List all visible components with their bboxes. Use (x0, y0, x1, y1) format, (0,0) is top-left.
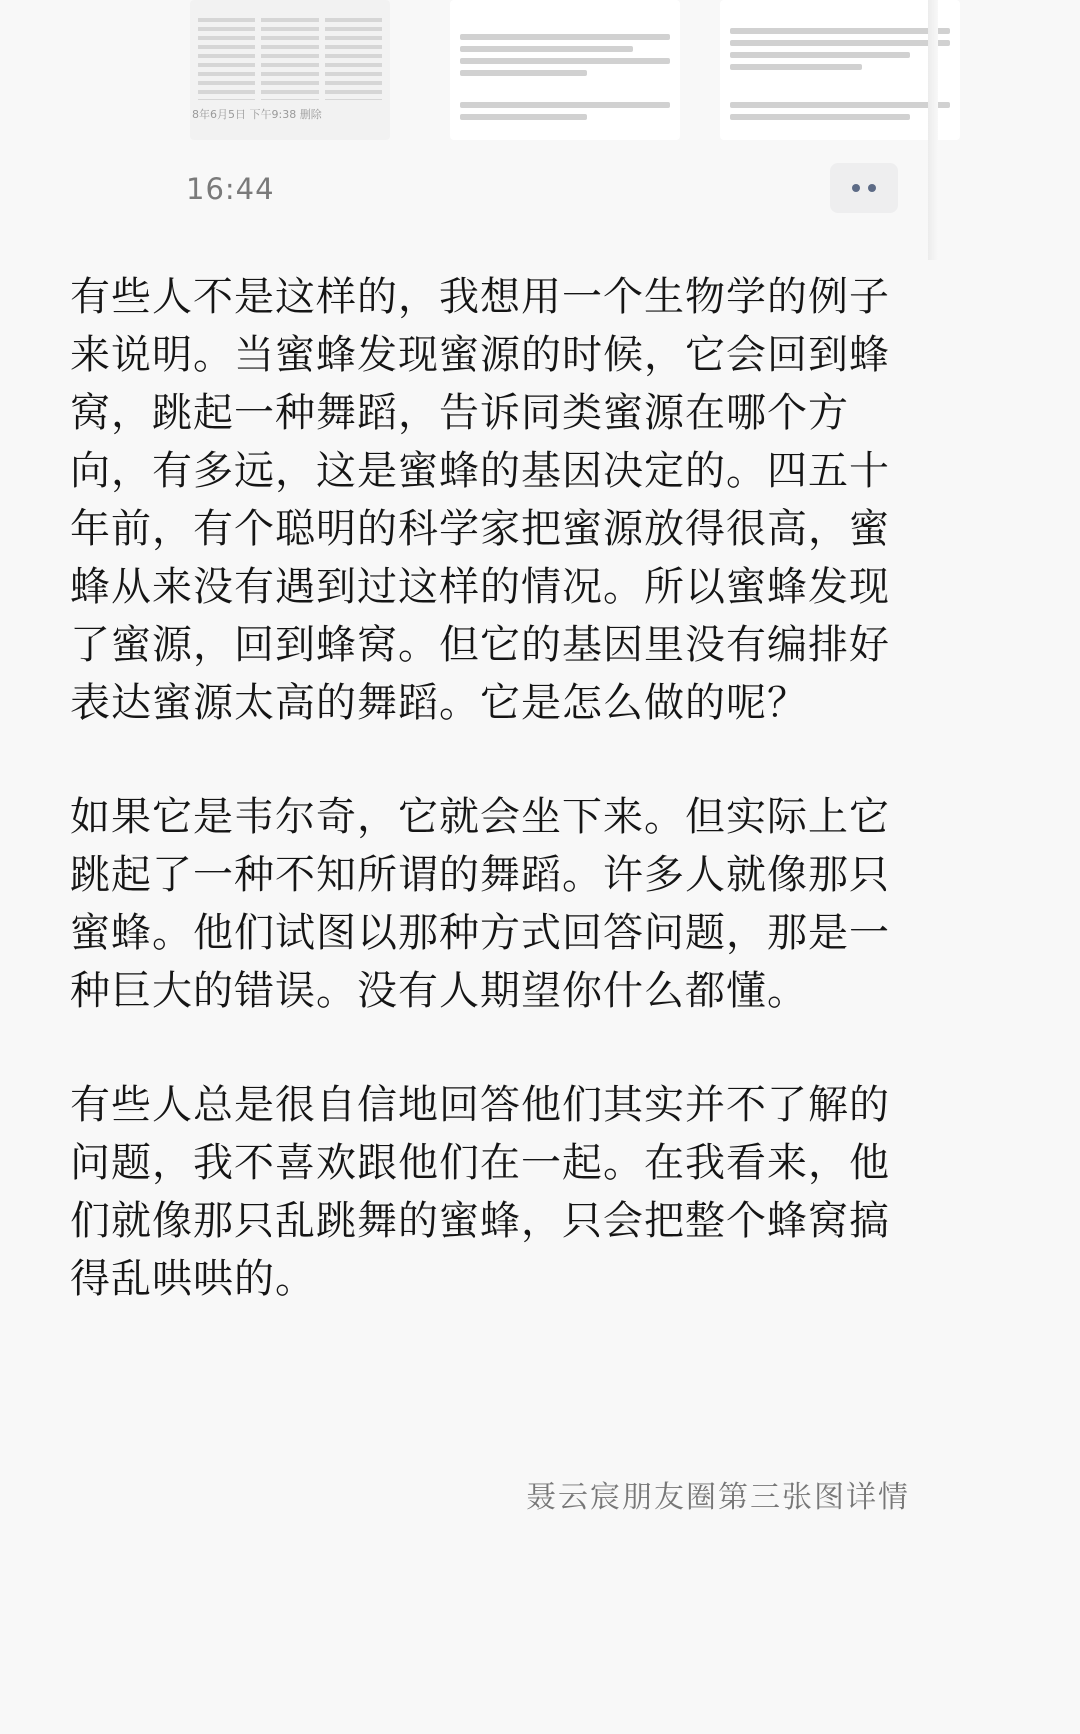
post-time: 16:44 (186, 172, 275, 206)
text-line: 问题，我不喜欢跟他们在一起。在我看来，他 (70, 1140, 890, 1186)
footer-caption: 聂云宸朋友圈第三张图详情 (526, 1480, 910, 1515)
text-line: 蜜蜂。他们试图以那种方式回答问题，那是一 (70, 910, 890, 956)
text-line: 得乱哄哄的。 (70, 1256, 316, 1302)
text-line: 蜂从来没有遇到过这样的情况。所以蜜蜂发现 (70, 564, 890, 610)
text-line: 来说明。当蜜蜂发现蜜源的时候，它会回到蜂 (70, 332, 890, 378)
more-button[interactable] (830, 163, 898, 213)
text-line: 窝，跳起一种舞蹈，告诉同类蜜源在哪个方 (70, 390, 849, 436)
text-line: 向，有多远，这是蜜蜂的基因决定的。四五十 (70, 448, 890, 494)
text-line: 们就像那只乱跳舞的蜜蜂，只会把整个蜂窝搞 (70, 1198, 890, 1244)
thumbnail-grid (198, 18, 382, 100)
text-line: 了蜜源，回到蜂窝。但它的基因里没有编排好 (70, 622, 890, 668)
text-line: 跳起了一种不知所谓的舞蹈。许多人就像那只 (70, 852, 890, 898)
image-thumbnail-strip (190, 0, 990, 150)
text-line: 有些人总是很自信地回答他们其实并不了解的 (70, 1082, 890, 1128)
paragraph (70, 788, 900, 1020)
scroll-shadow (928, 0, 938, 260)
image-thumbnail[interactable] (720, 0, 960, 140)
text-line: 种巨大的错误。没有人期望你什么都懂。 (70, 968, 808, 1014)
text-line: 如果它是韦尔奇，它就会坐下来。但实际上它 (70, 794, 890, 840)
thumbnail-caption: 8年6月5日 下午9:38 删除 (192, 108, 322, 121)
text-line: 表达蜜源太高的舞蹈。它是怎么做的呢？ (70, 680, 808, 726)
paragraph (70, 1076, 900, 1308)
image-thumbnail[interactable] (190, 0, 390, 140)
paragraph (70, 268, 900, 732)
text-line: 有些人不是这样的，我想用一个生物学的例子 (70, 274, 890, 320)
more-dots-icon (868, 184, 876, 192)
text-line: 年前，有个聪明的科学家把蜜源放得很高，蜜 (70, 506, 890, 552)
image-thumbnail[interactable] (450, 0, 680, 140)
more-dots-icon (852, 184, 860, 192)
post-body (70, 268, 900, 1308)
